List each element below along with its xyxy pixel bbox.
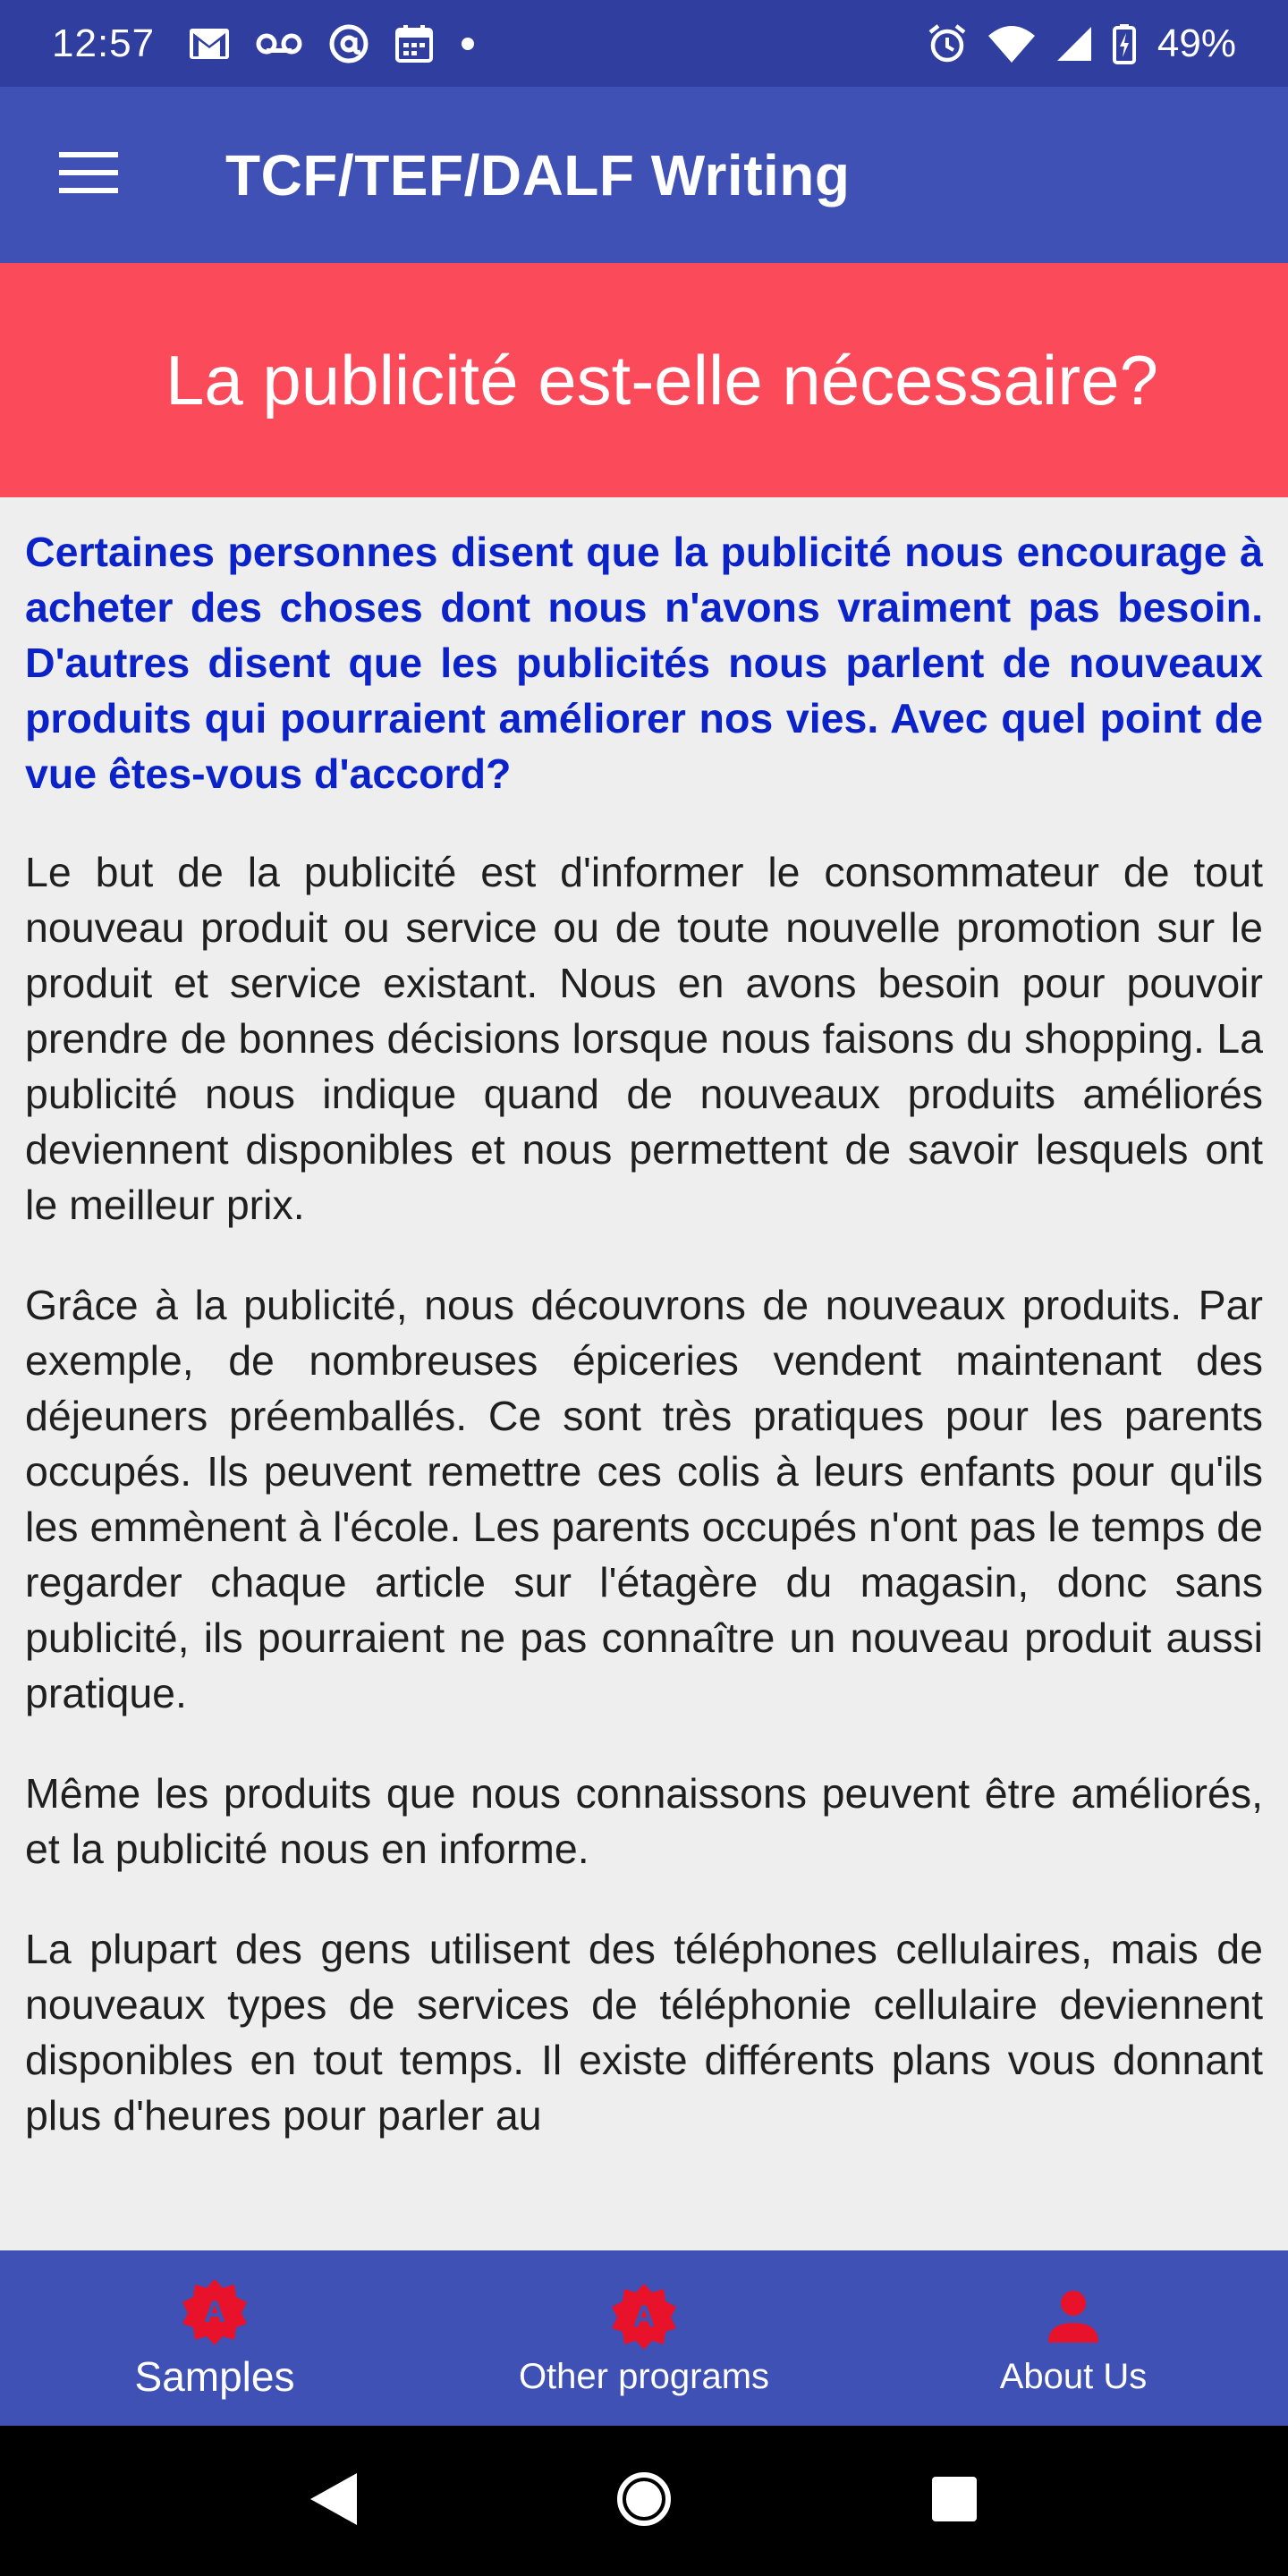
app-bar — [0, 87, 1288, 263]
back-button[interactable] — [280, 2447, 387, 2555]
wifi-icon — [987, 25, 1036, 63]
home-button[interactable] — [590, 2447, 698, 2555]
system-navigation-bar — [0, 2426, 1288, 2576]
nav-item-samples[interactable] — [0, 2250, 429, 2426]
status-notification-icons — [189, 23, 477, 64]
essay-title: La publicité est-elle nécessaire? — [165, 340, 1158, 419]
essay-content[interactable] — [0, 497, 1288, 2250]
bottom-navigation — [0, 2250, 1288, 2426]
calendar-icon — [394, 24, 434, 64]
battery-charging-icon — [1113, 23, 1136, 64]
essay-paragraph: Même les produits que nous connaissons peuvent être améliorés, et la publicité nous en informe. — [25, 1770, 1263, 1872]
badge-a-icon — [608, 2280, 680, 2351]
svg-text:A: A — [632, 2299, 656, 2334]
voicemail-icon — [255, 31, 303, 56]
back-icon — [309, 2471, 359, 2531]
home-icon — [615, 2470, 673, 2532]
hamburger-menu-icon — [59, 152, 118, 198]
nav-item-other-programs[interactable] — [429, 2250, 859, 2426]
status-system-icons — [927, 21, 1236, 66]
status-bar — [0, 0, 1288, 87]
person-icon — [1045, 2280, 1102, 2351]
battery-percentage: 49% — [1157, 21, 1236, 65]
recents-icon — [930, 2475, 979, 2528]
badge-a-icon — [179, 2275, 250, 2347]
recents-button[interactable] — [901, 2447, 1008, 2555]
app-title: TCF/TEF/DALF Writing — [225, 142, 851, 208]
svg-text:A: A — [203, 2295, 226, 2329]
essay-paragraph: Grâce à la publicité, nous découvrons de nouveaux produits. Par exemple, de nombreuses épiceries vendent maintenant des déjeuners préemballés. Ce sont très pratiques pour les parents occupés. Ils peuvent remettre ces colis à leurs enfants pour qu'ils les emmènent à l'école. Les parents occupés n'ont pas le temps de regarder chaque article sur l'étagère du magasin, donc sans publicité, ils pourraient ne pas connaître un nouveau produit aussi pratique. — [25, 1282, 1263, 1716]
essay-title-banner — [0, 263, 1288, 497]
nav-label: About Us — [999, 2356, 1148, 2396]
menu-button[interactable] — [30, 117, 147, 233]
essay-paragraph: Le but de la publicité est d'informer le consommateur de tout nouveau produit ou service ou de toute nouvelle promotion sur le produit et service existant. Nous en avons besoin pour pouvoir prendre de bonnes décisions lorsque nous faisons du shopping. La publicité nous indique quand de nouveaux produits améliorés deviennent disponibles et nous permettent de savoir lesquels ont le meilleur prix. — [25, 849, 1263, 1228]
nav-item-about-us[interactable] — [859, 2250, 1288, 2426]
notification-dot-icon — [459, 35, 477, 53]
alarm-icon — [927, 23, 968, 64]
gmail-icon — [189, 28, 230, 60]
status-time: 12:57 — [52, 21, 156, 65]
signal-icon — [1055, 25, 1093, 63]
nav-label: Samples — [134, 2353, 295, 2400]
essay-paragraph: La plupart des gens utilisent des téléphones cellulaires, mais de nouveaux types de services de téléphonie cellulaire deviennent disponibles en tout temps. Il existe différents plans vous donnant plus d'heures pour parler au — [25, 1926, 1263, 2139]
essay-prompt: Certaines personnes disent que la publicité nous encourage à acheter des choses dont nous n'avons vraiment pas besoin. D'autres disent que les publicités nous parlent de nouveaux produits qui pourraient améliorer nos vies. Avec quel point de vue êtes-vous d'accord? — [25, 529, 1263, 797]
nav-label: Other programs — [518, 2356, 770, 2396]
at-sign-icon — [328, 23, 369, 64]
